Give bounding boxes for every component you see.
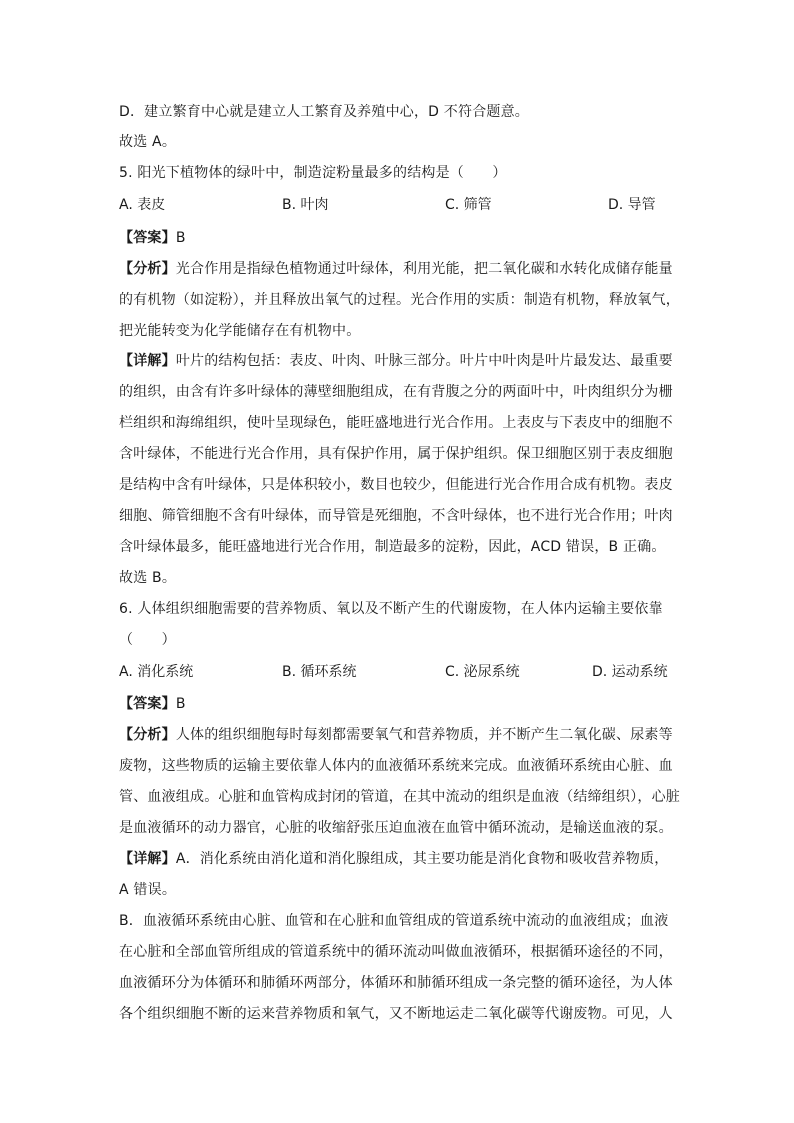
question-5: 5. 阳光下植物体的绿叶中，制造淀粉量最多的结构是（ ） bbox=[119, 165, 507, 181]
text-line: 把光能转变为化学能储存在有机物中。 bbox=[119, 323, 361, 339]
answer-line bbox=[119, 694, 186, 714]
explanation-text: 叶片的结构包括：表皮、叶肉、叶脉三部分。叶片中叶肉是叶片最发达、最重要 bbox=[175, 353, 673, 369]
option-b: B. 叶肉 bbox=[282, 197, 329, 213]
analysis-text: 光合作用是指绿色植物通过叶绿体，利用光能，把二氧化碳和水转化成储存能量 bbox=[175, 261, 673, 277]
explanation-tag: 【详解】 bbox=[119, 353, 176, 369]
text-line: 含叶绿体最多，能旺盛地进行光合作用，制造最多的淀粉，因此，ACD 错误，B 正确。 bbox=[119, 539, 666, 555]
analysis-text: 人体的组织细胞每时每刻都需要氧气和营养物质，并不断产生二氧化碳、尿素等 bbox=[175, 727, 673, 743]
text-line: 的有机物（如淀粉），并且释放出氧气的过程。光合作用的实质：制造有机物，释放氧气， bbox=[119, 292, 680, 308]
option-a: A. 表皮 bbox=[119, 197, 166, 213]
option-c: C. 泌尿系统 bbox=[445, 664, 520, 680]
text-line: 废物，这些物质的运输主要依靠人体内的血液循环系统来完成。血液循环系统由心脏、血 bbox=[119, 758, 673, 774]
text-line: 是血液循环的动力器官，心脏的收缩舒张压迫血液在血管中循环流动，是输送血液的泵。 bbox=[119, 820, 673, 836]
text-line: 管、血液组成。心脏和血管构成封闭的管道，在其中流动的组织是血液（结缔组织），心脏 bbox=[119, 789, 680, 805]
option-c: C. 筛管 bbox=[445, 197, 492, 213]
option-d: D. 导管 bbox=[608, 197, 656, 213]
answer-value: B bbox=[175, 230, 186, 246]
question-6: 6. 人体组织细胞需要的营养物质、氧以及不断产生的代谢废物，在人体内运输主要依靠 bbox=[119, 601, 663, 617]
analysis-tag: 【分析】 bbox=[119, 727, 176, 743]
text-line: B．血液循环系统由心脏、血管和在心脏和血管组成的管道系统中流动的血液组成；血液 bbox=[119, 913, 669, 929]
answer-line bbox=[119, 228, 186, 248]
explanation-tag: 【详解】 bbox=[119, 851, 176, 867]
explanation-text: A．消化系统由消化道和消化腺组成，其主要功能是消化食物和吸收营养物质， bbox=[175, 851, 669, 867]
analysis-line bbox=[119, 259, 673, 279]
text-line: 细胞、筛管细胞不含有叶绿体，而导管是死细胞，不含叶绿体，也不进行光合作用；叶肉 bbox=[119, 508, 673, 524]
text-line: 是结构中含有叶绿体，只是体积较小，数目也较少，但能进行光合作用合成有机物。表皮 bbox=[119, 477, 673, 493]
answer-value: B bbox=[175, 696, 186, 712]
text-line: 在心脏和全部血管所组成的管道系统中的循环流动叫做血液循环，根据循环途径的不同， bbox=[119, 944, 673, 960]
option-a: A. 消化系统 bbox=[119, 664, 194, 680]
text-line: 各个组织细胞不断的运来营养物质和氧气，又不断地运走二氧化碳等代谢废物。可见，人 bbox=[119, 1006, 673, 1022]
answer-tag: 【答案】 bbox=[119, 230, 176, 246]
question-6-bracket: （ ） bbox=[119, 632, 176, 648]
analysis-line bbox=[119, 725, 673, 745]
text-line: 故选 A。 bbox=[119, 134, 177, 150]
text-line: 含叶绿体，不能进行光合作用，具有保护作用，属于保护组织。保卫细胞区别于表皮细胞 bbox=[119, 446, 673, 462]
text-line: 血液循环分为体循环和肺循环两部分，体循环和肺循环组成一条完整的循环途径，为人体 bbox=[119, 975, 673, 991]
explanation-line bbox=[119, 849, 668, 869]
text-line: 栏组织和海绵组织，使叶呈现绿色，能旺盛地进行光合作用。上表皮与下表皮中的细胞不 bbox=[119, 415, 673, 431]
text-line: D．建立繁育中心就是建立人工繁育及养殖中心，D 不符合题意。 bbox=[119, 104, 530, 120]
text-line: 的组织，由含有许多叶绿体的薄壁细胞组成，在有背腹之分的两面叶中，叶肉组织分为栅 bbox=[119, 384, 673, 400]
analysis-tag: 【分析】 bbox=[119, 261, 176, 277]
text-line: A 错误。 bbox=[119, 882, 177, 898]
explanation-line bbox=[119, 351, 673, 371]
text-line: 故选 B。 bbox=[119, 570, 177, 586]
answer-tag: 【答案】 bbox=[119, 696, 176, 712]
option-b: B. 循环系统 bbox=[282, 664, 357, 680]
option-d: D. 运动系统 bbox=[592, 664, 668, 680]
